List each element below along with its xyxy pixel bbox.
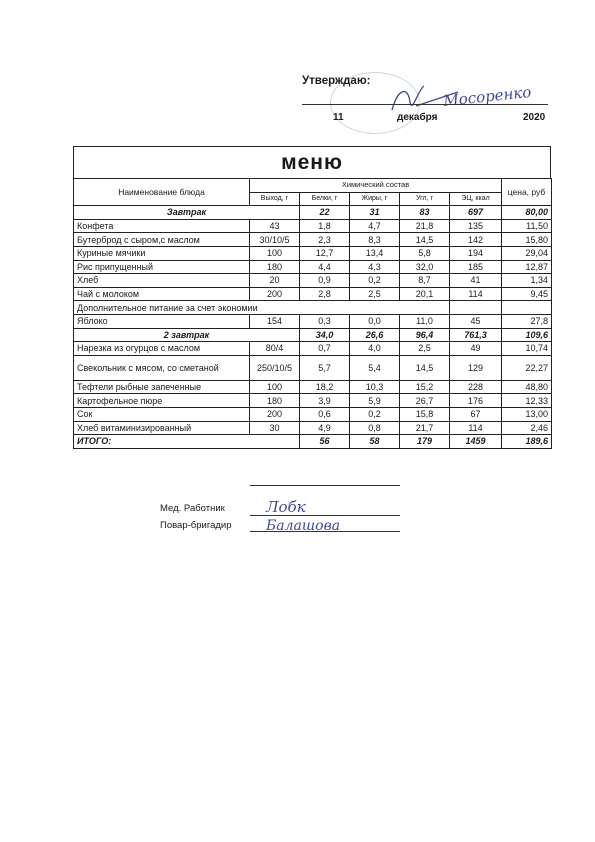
dish-fat: 0,2 <box>350 407 400 421</box>
table-row <box>74 287 552 301</box>
dish-protein: 2,3 <box>300 233 350 247</box>
dish-price: 27,8 <box>502 314 552 328</box>
table-row <box>74 260 552 274</box>
table-row <box>74 421 552 435</box>
dish-yield: 200 <box>250 287 300 301</box>
dish-fat: 4,0 <box>350 342 400 356</box>
dish-price: 2,46 <box>502 421 552 435</box>
dish-energy: 41 <box>450 274 502 288</box>
dish-protein: 4,4 <box>300 260 350 274</box>
chef-label: Повар-бригадир <box>160 520 232 531</box>
section-energy: 697 <box>450 206 502 220</box>
dish-yield: 80/4 <box>250 342 300 356</box>
dish-price: 22,27 <box>502 355 552 380</box>
dish-energy: 135 <box>450 219 502 233</box>
dish-energy: 49 <box>450 342 502 356</box>
dish-yield: 250/10/5 <box>250 355 300 380</box>
dish-energy: 114 <box>450 421 502 435</box>
dish-carbs: 26,7 <box>400 394 450 408</box>
dish-yield: 20 <box>250 274 300 288</box>
dish-fat: 5,4 <box>350 355 400 380</box>
dish-carbs: 15,8 <box>400 407 450 421</box>
section-price: 80,00 <box>502 206 552 220</box>
dish-yield: 100 <box>250 246 300 260</box>
header-price: цена, руб <box>502 179 552 206</box>
section-row-breakfast <box>74 206 552 220</box>
dish-price: 48,80 <box>502 380 552 394</box>
dish-carbs: 14,5 <box>400 233 450 247</box>
approval-line <box>302 104 548 105</box>
dish-protein: 0,6 <box>300 407 350 421</box>
dish-carbs: 11,0 <box>400 314 450 328</box>
total-energy: 1459 <box>450 435 502 449</box>
dish-price: 9,45 <box>502 287 552 301</box>
dish-protein: 4,9 <box>300 421 350 435</box>
dish-name: Сок <box>74 407 250 421</box>
approval-label: Утверждаю: <box>302 75 371 87</box>
extra-label-row <box>74 301 552 315</box>
extra-label: Дополнительное питание за счет экономии <box>74 301 400 315</box>
section-label: Завтрак <box>74 206 300 220</box>
total-row <box>74 435 552 449</box>
dish-fat: 4,7 <box>350 219 400 233</box>
dish-energy: 176 <box>450 394 502 408</box>
section-price: 109,6 <box>502 328 552 342</box>
dish-carbs: 2,5 <box>400 342 450 356</box>
dish-energy: 129 <box>450 355 502 380</box>
dish-fat: 0,8 <box>350 421 400 435</box>
table-row <box>74 355 552 380</box>
total-price: 189,6 <box>502 435 552 449</box>
svg-text:Лобк: Лобк <box>266 498 306 516</box>
dish-energy: 228 <box>450 380 502 394</box>
table-row <box>74 407 552 421</box>
header-fat: Жиры, г <box>350 192 400 206</box>
dish-price: 11,50 <box>502 219 552 233</box>
table-row <box>74 219 552 233</box>
dish-fat: 0,2 <box>350 274 400 288</box>
dish-price: 12,87 <box>502 260 552 274</box>
total-label: ИТОГО: <box>74 435 300 449</box>
section-protein: 22 <box>300 206 350 220</box>
dish-name: Хлеб витаминизированный <box>74 421 250 435</box>
dish-fat: 10,3 <box>350 380 400 394</box>
table-row <box>74 246 552 260</box>
dish-carbs: 21,8 <box>400 219 450 233</box>
dish-yield: 30/10/5 <box>250 233 300 247</box>
dish-protein: 12,7 <box>300 246 350 260</box>
dish-name: Бутерброд с сыром,с маслом <box>74 233 250 247</box>
menu-title: меню <box>281 151 343 174</box>
table-row <box>74 342 552 356</box>
dish-price: 13,00 <box>502 407 552 421</box>
section-carbs: 83 <box>400 206 450 220</box>
header-protein: Белки, г <box>300 192 350 206</box>
table-row <box>74 233 552 247</box>
dish-name: Конфета <box>74 219 250 233</box>
dish-protein: 0,3 <box>300 314 350 328</box>
section-row-second-breakfast <box>74 328 552 342</box>
dish-yield: 180 <box>250 260 300 274</box>
dish-name: Рис припущенный <box>74 260 250 274</box>
dish-protein: 18,2 <box>300 380 350 394</box>
dish-protein: 0,9 <box>300 274 350 288</box>
dish-price: 1,34 <box>502 274 552 288</box>
dish-yield: 30 <box>250 421 300 435</box>
dish-yield: 43 <box>250 219 300 233</box>
dish-name: Свекольник с мясом, со сметаной <box>74 355 250 380</box>
dish-name: Хлеб <box>74 274 250 288</box>
header-yield: Выход, г <box>250 192 300 206</box>
med-worker-label: Мед. Работник <box>160 503 225 514</box>
dish-energy: 185 <box>450 260 502 274</box>
dish-price: 10,74 <box>502 342 552 356</box>
header-carbs: Угл, г <box>400 192 450 206</box>
approval-day: 11 <box>333 112 344 123</box>
header-dish: Наименование блюда <box>74 179 250 206</box>
header-chem: Химический состав <box>250 179 502 193</box>
dish-protein: 5,7 <box>300 355 350 380</box>
approval-year: 2020 <box>523 112 546 123</box>
dish-price: 12,33 <box>502 394 552 408</box>
dish-fat: 13,4 <box>350 246 400 260</box>
menu-table <box>73 178 552 449</box>
table-row <box>74 380 552 394</box>
svg-text:Балашова: Балашова <box>266 518 341 534</box>
dish-yield: 100 <box>250 380 300 394</box>
section-energy: 761,3 <box>450 328 502 342</box>
dish-carbs: 15,2 <box>400 380 450 394</box>
table-row <box>74 314 552 328</box>
dish-name: Яблоко <box>74 314 250 328</box>
dish-name: Картофельное пюре <box>74 394 250 408</box>
dish-name: Куриные мячики <box>74 246 250 260</box>
header-row <box>74 179 552 193</box>
dish-name: Чай с молоком <box>74 287 250 301</box>
total-protein: 56 <box>300 435 350 449</box>
dish-energy: 194 <box>450 246 502 260</box>
table-row <box>74 394 552 408</box>
approval-month: декабря <box>397 112 438 123</box>
dish-carbs: 5,8 <box>400 246 450 260</box>
dish-carbs: 20,1 <box>400 287 450 301</box>
dish-name: Нарезка из огурцов с маслом <box>74 342 250 356</box>
section-label: 2 завтрак <box>74 328 300 342</box>
dish-carbs: 32,0 <box>400 260 450 274</box>
chef-signature <box>262 513 402 537</box>
dish-yield: 154 <box>250 314 300 328</box>
dish-yield: 200 <box>250 407 300 421</box>
section-carbs: 96,4 <box>400 328 450 342</box>
dish-protein: 2,8 <box>300 287 350 301</box>
section-protein: 34,0 <box>300 328 350 342</box>
header-energy: ЭЦ, ккал <box>450 192 502 206</box>
dish-protein: 0,7 <box>300 342 350 356</box>
dish-energy: 114 <box>450 287 502 301</box>
dish-name: Тефтели рыбные запеченные <box>74 380 250 394</box>
dish-energy: 67 <box>450 407 502 421</box>
svg-text:Мосоренко: Мосоренко <box>442 82 533 110</box>
dish-carbs: 21,7 <box>400 421 450 435</box>
section-fat: 31 <box>350 206 400 220</box>
dish-carbs: 14,5 <box>400 355 450 380</box>
dish-protein: 3,9 <box>300 394 350 408</box>
section-fat: 26,6 <box>350 328 400 342</box>
dish-fat: 4,3 <box>350 260 400 274</box>
dish-price: 29,04 <box>502 246 552 260</box>
dish-fat: 2,5 <box>350 287 400 301</box>
dish-protein: 1,8 <box>300 219 350 233</box>
dish-yield: 180 <box>250 394 300 408</box>
dish-price: 15,80 <box>502 233 552 247</box>
dish-energy: 45 <box>450 314 502 328</box>
menu-title-box <box>73 146 551 178</box>
table-row <box>74 274 552 288</box>
dish-fat: 0,0 <box>350 314 400 328</box>
total-carbs: 179 <box>400 435 450 449</box>
dish-fat: 5,9 <box>350 394 400 408</box>
total-fat: 58 <box>350 435 400 449</box>
dish-carbs: 8,7 <box>400 274 450 288</box>
dish-energy: 142 <box>450 233 502 247</box>
signature-line-top <box>250 485 400 486</box>
dish-fat: 8,3 <box>350 233 400 247</box>
